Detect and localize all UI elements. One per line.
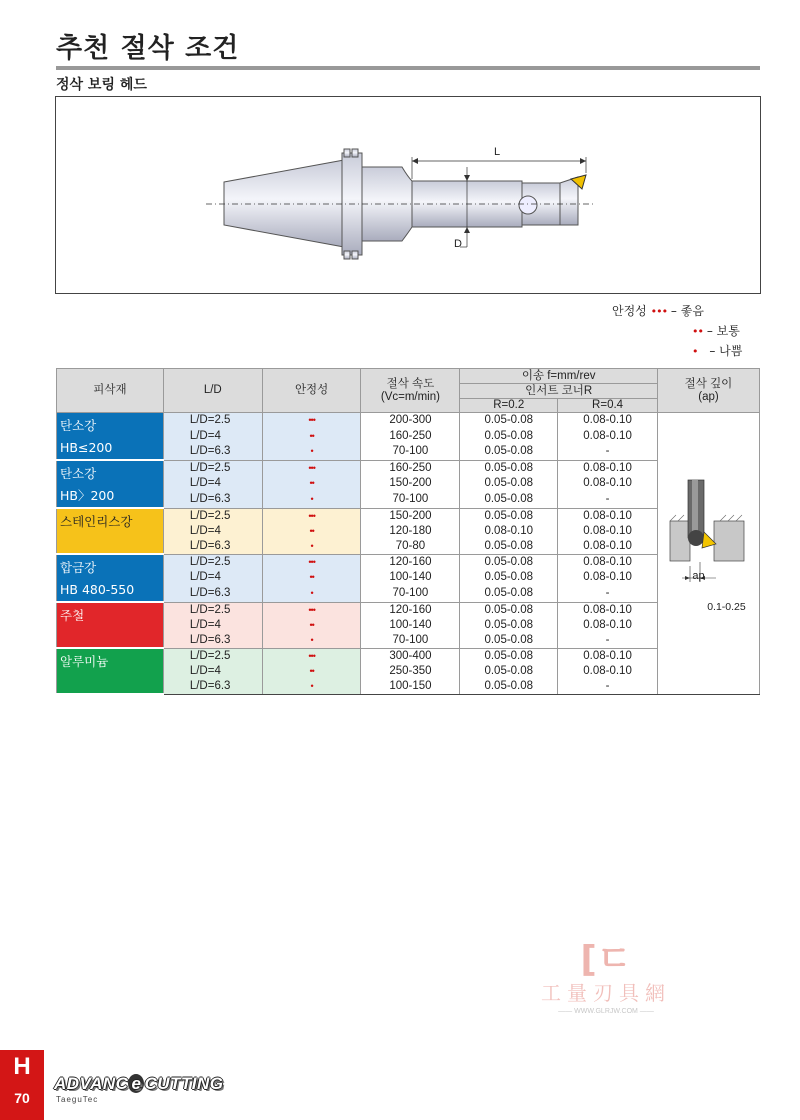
legend-row-poor — [692, 342, 742, 358]
stability-cell: •• — [262, 524, 361, 539]
header-stability: 안정성 — [262, 369, 361, 413]
feed-r04-cell: 0.08-0.10 — [558, 524, 658, 539]
material-name: 스테인리스강 — [60, 514, 133, 529]
speed-cell: 100-150 — [361, 679, 460, 695]
material-cell — [57, 554, 164, 602]
feed-r04-cell: 0.08-0.10 — [558, 460, 658, 476]
stability-cell: •• — [262, 429, 361, 444]
ld-cell: L/D=4 — [163, 429, 262, 444]
boring-head-drawing — [56, 97, 762, 295]
feed-r04-cell: 0.08-0.10 — [558, 664, 658, 679]
feed-r02-cell: 0.05-0.08 — [460, 539, 558, 555]
feed-r02-cell: 0.05-0.08 — [460, 618, 558, 633]
material-cell — [57, 508, 164, 554]
brand-e: e — [128, 1074, 144, 1093]
table-row — [57, 554, 760, 570]
depth-of-cut-diagram — [658, 466, 758, 606]
material-cell — [57, 460, 164, 508]
speed-cell: 200-300 — [361, 413, 460, 429]
page-title: 추천 절삭 조건 — [56, 33, 240, 64]
page-number: 70 — [14, 1090, 30, 1106]
stability-cell: • — [262, 633, 361, 649]
speed-cell: 70-100 — [361, 586, 460, 602]
dim-label-L: L — [494, 146, 501, 158]
feed-r04-cell: - — [558, 444, 658, 460]
feed-r02-cell: 0.05-0.08 — [460, 679, 558, 695]
stability-cell: ••• — [262, 648, 361, 664]
header-depth-line2: (ap) — [698, 390, 719, 403]
stability-cell: • — [262, 444, 361, 460]
section-letter: H — [13, 1053, 31, 1080]
brand-prefix: ADVANC — [54, 1074, 129, 1093]
ld-cell: L/D=4 — [163, 476, 262, 492]
stability-cell: •• — [262, 570, 361, 586]
feed-r04-cell: - — [558, 492, 658, 508]
watermark-chinese: 工量刃具網 — [541, 981, 671, 1005]
cutting-conditions-table — [56, 368, 760, 695]
speed-cell: 150-200 — [361, 508, 460, 524]
ld-cell: L/D=2.5 — [163, 508, 262, 524]
feed-r02-cell: 0.05-0.08 — [460, 586, 558, 602]
feed-r02-cell: 0.05-0.08 — [460, 633, 558, 649]
speed-cell: 160-250 — [361, 429, 460, 444]
stability-cell: ••• — [262, 460, 361, 476]
speed-cell: 150-200 — [361, 476, 460, 492]
feed-r04-cell: 0.08-0.10 — [558, 554, 658, 570]
feed-r04-cell: 0.08-0.10 — [558, 413, 658, 429]
ld-cell: L/D=6.3 — [163, 679, 262, 695]
feed-r04-cell: - — [558, 679, 658, 695]
feed-r04-cell: 0.08-0.10 — [558, 539, 658, 555]
feed-r02-cell: 0.05-0.08 — [460, 460, 558, 476]
stability-cell: •• — [262, 476, 361, 492]
stability-cell: • — [262, 539, 361, 555]
legend-text-normal: – 보통 — [706, 324, 740, 338]
section-tab — [0, 1050, 44, 1120]
speed-cell: 160-250 — [361, 460, 460, 476]
speed-cell: 70-100 — [361, 633, 460, 649]
feed-r02-cell: 0.05-0.08 — [460, 664, 558, 679]
speed-cell: 100-140 — [361, 618, 460, 633]
speed-cell: 100-140 — [361, 570, 460, 586]
stability-cell: • — [262, 679, 361, 695]
ld-cell: L/D=6.3 — [163, 586, 262, 602]
speed-cell: 70-80 — [361, 539, 460, 555]
ld-cell: L/D=6.3 — [163, 633, 262, 649]
legend-text-poor: – 나쁨 — [709, 344, 743, 358]
ld-cell: L/D=2.5 — [163, 648, 262, 664]
depth-range: 0.1-0.25 — [707, 600, 746, 613]
legend-row-normal — [692, 322, 740, 338]
material-name: 알루미늄 — [60, 654, 109, 669]
brand-subtitle: TaeguTec — [56, 1095, 99, 1104]
brand-logo — [54, 1074, 223, 1094]
table-row — [57, 602, 760, 618]
feed-r02-cell: 0.05-0.08 — [460, 648, 558, 664]
feed-r02-cell: 0.05-0.08 — [460, 602, 558, 618]
stability-cell: ••• — [262, 602, 361, 618]
feed-r04-cell: - — [558, 633, 658, 649]
header-speed-line1: 절삭 속도 — [386, 377, 435, 390]
material-hardness: HB〉200 — [60, 488, 115, 503]
ld-cell: L/D=6.3 — [163, 444, 262, 460]
ld-cell: L/D=2.5 — [163, 554, 262, 570]
watermark-url: —— WWW.GLRJW.COM —— — [558, 1008, 654, 1015]
header-corner: 인서트 코너R — [460, 384, 658, 399]
legend-dots-normal: •• — [692, 325, 703, 338]
boring-head-diagram — [55, 96, 761, 294]
feed-r04-cell: 0.08-0.10 — [558, 602, 658, 618]
material-name: 탄소강 — [60, 466, 97, 481]
header-ld: L/D — [163, 369, 262, 413]
ld-cell: L/D=4 — [163, 618, 262, 633]
ld-cell: L/D=2.5 — [163, 460, 262, 476]
legend-dots-good: ••• — [650, 305, 668, 318]
material-cell — [57, 648, 164, 694]
table-row — [57, 413, 760, 429]
legend-row-good — [612, 302, 704, 318]
speed-cell: 250-350 — [361, 664, 460, 679]
speed-cell: 120-160 — [361, 602, 460, 618]
stability-cell: •• — [262, 664, 361, 679]
ld-cell: L/D=2.5 — [163, 602, 262, 618]
depth-of-cut-cell — [657, 413, 759, 695]
feed-r04-cell: 0.08-0.10 — [558, 476, 658, 492]
table-row — [57, 508, 760, 524]
ld-cell: L/D=2.5 — [163, 413, 262, 429]
stability-cell: ••• — [262, 413, 361, 429]
speed-cell: 300-400 — [361, 648, 460, 664]
stability-cell: • — [262, 586, 361, 602]
stability-cell: ••• — [262, 554, 361, 570]
speed-cell: 120-180 — [361, 524, 460, 539]
speed-cell: 120-160 — [361, 554, 460, 570]
legend-dots-poor: • — [692, 345, 698, 358]
feed-r02-cell: 0.05-0.08 — [460, 413, 558, 429]
stability-cell: • — [262, 492, 361, 508]
feed-r04-cell: 0.08-0.10 — [558, 618, 658, 633]
header-material: 피삭재 — [57, 369, 164, 413]
ld-cell: L/D=6.3 — [163, 492, 262, 508]
material-cell — [57, 413, 164, 461]
watermark — [536, 940, 676, 1018]
legend-text-good: – 좋음 — [670, 304, 704, 318]
material-cell — [57, 602, 164, 648]
material-name: 탄소강 — [60, 418, 97, 433]
speed-cell: 70-100 — [361, 444, 460, 460]
header-feed: 이송 f=mm/rev — [460, 369, 658, 384]
section-subtitle: 정삭 보링 헤드 — [56, 77, 147, 93]
material-name: 주철 — [60, 608, 85, 623]
ld-cell: L/D=6.3 — [163, 539, 262, 555]
feed-r02-cell: 0.05-0.08 — [460, 492, 558, 508]
feed-r04-cell: 0.08-0.10 — [558, 648, 658, 664]
feed-r02-cell: 0.05-0.08 — [460, 429, 558, 444]
title-divider — [56, 66, 760, 70]
feed-r02-cell: 0.05-0.08 — [460, 554, 558, 570]
material-hardness: HB≤200 — [60, 440, 113, 455]
legend-label: 안정성 — [612, 304, 647, 318]
header-depth — [657, 369, 759, 413]
ld-cell: L/D=4 — [163, 664, 262, 679]
feed-r04-cell: 0.08-0.10 — [558, 570, 658, 586]
feed-r02-cell: 0.05-0.08 — [460, 508, 558, 524]
table-row — [57, 460, 760, 476]
header-r04: R=0.4 — [558, 399, 658, 413]
material-hardness: HB 480-550 — [60, 582, 135, 597]
feed-r04-cell: - — [558, 586, 658, 602]
dim-label-D: D — [454, 238, 462, 250]
stability-cell: ••• — [262, 508, 361, 524]
brand-suffix: CUTTING — [144, 1074, 224, 1093]
material-name: 합금강 — [60, 560, 97, 575]
stability-cell: •• — [262, 618, 361, 633]
feed-r02-cell: 0.05-0.08 — [460, 476, 558, 492]
feed-r04-cell: 0.08-0.10 — [558, 508, 658, 524]
speed-cell: 70-100 — [361, 492, 460, 508]
feed-r04-cell: 0.08-0.10 — [558, 429, 658, 444]
ap-label: ap — [692, 569, 705, 582]
feed-r02-cell: 0.05-0.08 — [460, 570, 558, 586]
header-r02: R=0.2 — [460, 399, 558, 413]
ld-cell: L/D=4 — [163, 570, 262, 586]
feed-r02-cell: 0.05-0.08 — [460, 444, 558, 460]
header-depth-line1: 절삭 깊이 — [684, 377, 733, 390]
feed-r02-cell: 0.08-0.10 — [460, 524, 558, 539]
header-speed — [361, 369, 460, 413]
ld-cell: L/D=4 — [163, 524, 262, 539]
table-row — [57, 648, 760, 664]
header-speed-line2: (Vc=m/min) — [380, 390, 440, 403]
watermark-logo: [ㄷ — [580, 939, 632, 980]
